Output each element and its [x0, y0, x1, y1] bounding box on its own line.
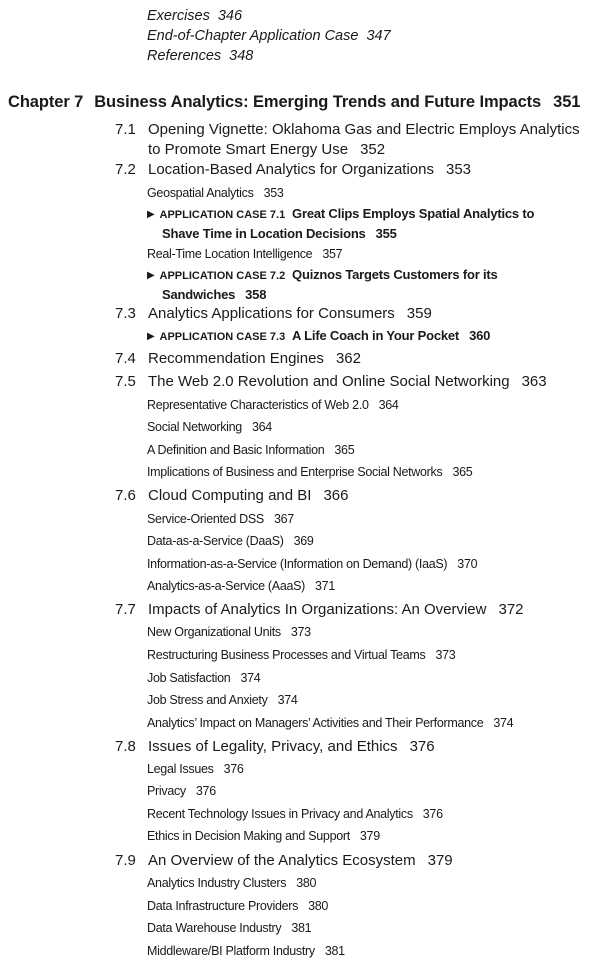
page-number: 374 — [277, 693, 298, 707]
page-number: 376 — [223, 762, 244, 776]
subsection-enterprise-social-networks — [147, 463, 472, 481]
section-number: 7.9 — [115, 852, 136, 869]
section-number: 7.2 — [115, 161, 136, 178]
section-number: 7.6 — [115, 487, 136, 504]
page-number: 364 — [251, 420, 272, 434]
page-number: 365 — [334, 443, 355, 457]
chapter-number: Chapter 7 — [8, 93, 84, 111]
subsection-title: Representative Characteristics of Web 2.0 — [147, 398, 369, 412]
subsection-title: New Organizational Units — [147, 625, 281, 639]
section-number: 7.4 — [115, 350, 136, 367]
section-title: Cloud Computing and BI — [148, 487, 312, 504]
section-title-continued: to Promote Smart Energy Use — [148, 141, 349, 158]
subsection-industry-clusters — [147, 874, 316, 892]
section-7-8 — [115, 737, 435, 757]
subsection-title: Analytics-as-a-Service (AaaS) — [147, 579, 306, 593]
section-number: 7.3 — [115, 305, 136, 322]
page-number: 363 — [521, 373, 547, 390]
page-number: 353 — [263, 186, 284, 200]
page-number: 360 — [469, 328, 491, 343]
subsection-title: Data Infrastructure Providers — [147, 899, 299, 913]
page-number: 364 — [378, 398, 399, 412]
page-number: 371 — [315, 579, 335, 593]
page-number: 381 — [291, 921, 312, 935]
subsection-job-stress — [147, 691, 298, 709]
section-7-7 — [115, 600, 524, 620]
subsection-legal-issues — [147, 760, 244, 778]
page-number: 362 — [335, 350, 361, 367]
page-number: 374 — [240, 671, 261, 685]
case-title-continued: Shave Time in Location Decisions — [162, 226, 366, 241]
subsection-iaas — [147, 555, 477, 573]
chapter-heading — [8, 93, 580, 112]
page-number: 355 — [375, 226, 397, 241]
page-number: 365 — [452, 465, 473, 479]
page-number: 380 — [308, 899, 329, 913]
subsection-service-oriented-dss — [147, 510, 294, 528]
page-number: 369 — [293, 534, 314, 548]
previous-chapter-entries — [147, 6, 391, 66]
page-number: 376 — [195, 784, 216, 798]
chapter-title: Business Analytics: Emerging Trends and Future Impacts — [94, 93, 542, 111]
page-number: 358 — [245, 287, 267, 302]
subsection-web20-characteristics — [147, 396, 399, 414]
subsection-title: Service-Oriented DSS — [147, 512, 264, 526]
subsection-title: Analytics Industry Clusters — [147, 876, 287, 890]
case-label: APPLICATION CASE 7.3 — [159, 331, 286, 343]
page-number: 347 — [366, 28, 391, 44]
subsection-data-warehouse — [147, 919, 311, 937]
section-title: Recommendation Engines — [148, 350, 324, 367]
case-title-continued: Sandwiches — [162, 287, 236, 302]
subsection-title: Restructuring Business Processes and Virtual Teams — [147, 648, 426, 662]
page-number: 346 — [217, 8, 243, 24]
case-title: Quiznos Targets Customers for its — [292, 267, 498, 282]
toc-entry-exercises — [147, 6, 391, 26]
section-7-6 — [115, 486, 348, 506]
subsection-privacy — [147, 782, 216, 800]
subsection-data-infrastructure — [147, 897, 328, 915]
section-title: Location-Based Analytics for Organizations — [148, 161, 434, 178]
page-number: 379 — [359, 829, 380, 843]
entry-title: Exercises — [147, 8, 210, 24]
entry-title: End-of-Chapter Application Case — [147, 28, 359, 44]
subsection-job-satisfaction — [147, 669, 260, 687]
subsection-title: Real-Time Location Intelligence — [147, 247, 313, 261]
application-case-7-1 — [147, 205, 534, 243]
page-number: 373 — [435, 648, 456, 662]
triangle-bullet-icon: ▶ — [147, 270, 155, 281]
subsection-geospatial-analytics — [147, 184, 284, 202]
page-number: 376 — [409, 738, 435, 755]
subsection-title: Job Satisfaction — [147, 671, 231, 685]
page-number: 373 — [290, 625, 311, 639]
subsection-managers-impact — [147, 714, 513, 732]
subsection-title: Privacy — [147, 784, 186, 798]
page-number: 366 — [323, 487, 349, 504]
section-title: Opening Vignette: Oklahoma Gas and Electric Employs Analytics — [148, 121, 580, 138]
section-title: Impacts of Analytics In Organizations: An Overview — [148, 601, 487, 618]
page-number: 379 — [427, 852, 453, 869]
application-case-7-3 — [147, 327, 490, 347]
section-7-4 — [115, 349, 361, 369]
page-number: 367 — [273, 512, 294, 526]
section-title: Issues of Legality, Privacy, and Ethics — [148, 738, 398, 755]
page-number: 374 — [493, 716, 514, 730]
section-title: The Web 2.0 Revolution and Online Social Networking — [148, 373, 510, 390]
subsection-title: Legal Issues — [147, 762, 214, 776]
section-7-3 — [115, 304, 432, 324]
subsection-recent-tech-issues — [147, 805, 443, 823]
page-number: 353 — [446, 161, 472, 178]
section-number: 7.7 — [115, 601, 136, 618]
section-number: 7.5 — [115, 373, 136, 390]
section-number: 7.1 — [115, 121, 136, 138]
section-title: An Overview of the Analytics Ecosystem — [148, 852, 416, 869]
page-number: 357 — [322, 247, 343, 261]
case-title: A Life Coach in Your Pocket — [292, 328, 460, 343]
subsection-title: Data-as-a-Service (DaaS) — [147, 534, 284, 548]
subsection-social-networking — [147, 418, 272, 436]
subsection-title: Data Warehouse Industry — [147, 921, 282, 935]
page-number: 352 — [360, 141, 386, 158]
page-number: 380 — [296, 876, 317, 890]
subsection-title: Ethics in Decision Making and Support — [147, 829, 350, 843]
page-number: 381 — [324, 944, 345, 958]
subsection-real-time-location — [147, 245, 342, 263]
subsection-title: Job Stress and Anxiety — [147, 693, 268, 707]
page-number: 372 — [498, 601, 524, 618]
page-number: 348 — [229, 48, 254, 64]
page-number: 370 — [457, 557, 478, 571]
entry-title: References — [147, 48, 222, 64]
page-number: 376 — [422, 807, 443, 821]
case-label: APPLICATION CASE 7.1 — [159, 209, 286, 221]
subsection-new-org-units — [147, 623, 311, 641]
subsection-ethics — [147, 827, 380, 845]
section-7-1 — [115, 120, 580, 160]
section-7-9 — [115, 851, 453, 871]
subsection-title: Social Networking — [147, 420, 242, 434]
subsection-aaas — [147, 577, 335, 595]
subsection-restructuring — [147, 646, 455, 664]
section-number: 7.8 — [115, 738, 136, 755]
page-number: 351 — [553, 93, 581, 111]
toc-entry-application-case — [147, 26, 391, 46]
application-case-7-2 — [147, 266, 498, 304]
subsection-title: Middleware/BI Platform Industry — [147, 944, 315, 958]
triangle-bullet-icon: ▶ — [147, 209, 155, 220]
subsection-title: Geospatial Analytics — [147, 186, 254, 200]
triangle-bullet-icon: ▶ — [147, 331, 155, 342]
case-title: Great Clips Employs Spatial Analytics to — [292, 206, 535, 221]
subsection-title: Analytics’ Impact on Managers’ Activities and Their Performance — [147, 716, 484, 730]
subsection-title: A Definition and Basic Information — [147, 443, 325, 457]
section-7-5 — [115, 372, 547, 392]
subsection-definition-basic-info — [147, 441, 354, 459]
section-7-2 — [115, 160, 471, 180]
page-number: 359 — [406, 305, 432, 322]
subsection-title: Implications of Business and Enterprise Social Networks — [147, 465, 443, 479]
case-label: APPLICATION CASE 7.2 — [159, 270, 286, 282]
toc-entry-references — [147, 46, 391, 66]
subsection-daas — [147, 532, 314, 550]
subsection-middleware-bi — [147, 942, 345, 960]
subsection-title: Information-as-a-Service (Information on Demand) (IaaS) — [147, 557, 448, 571]
subsection-title: Recent Technology Issues in Privacy and Analytics — [147, 807, 413, 821]
section-title: Analytics Applications for Consumers — [148, 305, 395, 322]
